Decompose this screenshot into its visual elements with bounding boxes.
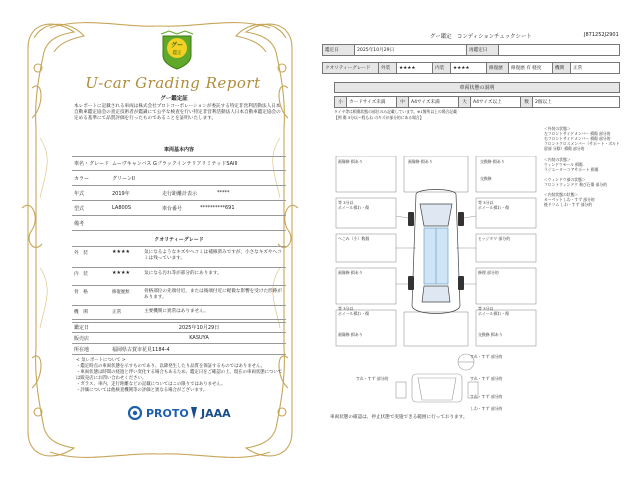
row-value-2: **********691 (200, 205, 235, 211)
row-value: 福岡県古賀市花見1184-4 (112, 346, 170, 353)
sheet-footer-note: 車両状態の確認は、停止状態で実施できる範囲に行っております。 (330, 415, 468, 420)
row-text: 気になる汚れ等が部分的にあります。 (144, 271, 222, 276)
value-cell: ★★★★ (451, 63, 487, 74)
legend-desc: 2個以上 (533, 97, 620, 108)
color-row (72, 171, 286, 186)
note-front-right-panel: 交換修 損あり (480, 159, 505, 164)
row-text: 骨格部位の先端付近、または後端付近に軽微な影響を受けた形跡があります。 (144, 289, 282, 300)
proto-mark-icon (128, 406, 142, 420)
row-text: 主要機関に異常はありません。 (144, 309, 209, 314)
row-label-2: 走行距離計表示 (162, 190, 198, 197)
detail-line: ＜ウィンドウ部の状態＞ (544, 176, 586, 182)
note-item: ・鑑定時点の車両状態を示すものであり、以降発生したり品質を保証するものではありません。 (76, 364, 266, 369)
row-label: 機 関 (74, 310, 88, 315)
row-label: 所在地 (74, 346, 90, 353)
note-right-rear-wheel: 等 3分以 ホイール損わ・傷 (478, 306, 510, 316)
goo-appraisal-badge (159, 30, 195, 70)
quality-grade-table (322, 62, 620, 74)
exterior-row (72, 246, 286, 268)
row-label: 外 装 (74, 251, 88, 256)
grading-certificate (14, 8, 306, 472)
row-label: 備考 (74, 220, 85, 227)
row-label: 鑑定日 (74, 325, 90, 331)
row-text: 気になるようなキズやヘコミは補修済みですが、小さなキズやヘコミは残っています。 (144, 250, 282, 261)
legend-key: 小 (335, 97, 347, 108)
basic-info-heading: 車両基本内容 (163, 147, 194, 153)
legend-example: 【例 傷 3分以～程もね のキズが部分的にある場合】 (334, 115, 424, 120)
star-rating: ★★★★ (112, 249, 130, 255)
legend-desc: A4サイズ未満 (409, 97, 459, 108)
star-rating: ★★★★ (112, 270, 130, 276)
row-value: LA800S (112, 205, 132, 211)
svg-text:グー: グー (170, 42, 184, 49)
row-value-2: ***** (217, 190, 230, 196)
certificate-title: U-car Grading Report (85, 74, 261, 92)
label-cell: 再鑑定日 (467, 45, 499, 56)
row-value: グリーンII (112, 175, 135, 182)
label-cell: 修復歴 (487, 63, 509, 74)
note-right-fender: 交換修 (480, 176, 492, 181)
row-value: 2025年10月29日 (178, 325, 220, 331)
detail-line: 右フロントサイドメンバー 損傷 部分的 (544, 136, 611, 142)
value-cell: 正常 (571, 63, 620, 74)
value-cell: ★★★★ (397, 63, 433, 74)
detail-line: カーペットしわ・すず 部分的 (544, 197, 595, 203)
label-cell: 鑑定日 (323, 45, 355, 56)
proto-logo (128, 406, 189, 420)
legend-key: 大 (459, 97, 471, 108)
condition-check-sheet (322, 30, 620, 432)
note-front-seat: すれ・すず 部分的 (356, 376, 389, 381)
row-label: 販売店 (74, 335, 90, 342)
label-cell: クオリティーグレード (323, 63, 379, 74)
legend-desc: A4サイズ以上 (471, 97, 521, 108)
note-left-rear-wheel: 等 3分以 ホイール損わ・傷 (338, 306, 370, 316)
sheet-title: グー鑑定 コンディションチェックシート (430, 34, 532, 40)
row-label-2: 車台番号 (162, 205, 183, 212)
note-rear-left-panel: 画像修 損あり (338, 332, 363, 337)
detail-line: ウィンドウモール 損傷 (544, 161, 583, 167)
note-item: ・評価については他検査機関等の評価と異なる場合がございます。 (76, 388, 208, 393)
jaaa-logo (190, 406, 231, 420)
row-label: 骨 格 (74, 290, 88, 295)
row-label: 年式 (74, 190, 85, 197)
detail-line: フロントウィンドウ 飛び石傷 部分的 (544, 182, 607, 188)
note-left-door: へこみ（小）数個 (338, 236, 370, 241)
note-item: ・車両状態は時間の経過と伴い変化する場合もあるため、鑑定日をご確認の上、現在の車両状態については販売店にお問い合わせください。 (76, 370, 283, 381)
engine-status: 正常 (112, 310, 122, 315)
legend-key: 中 (397, 97, 409, 108)
notes-title: < 気レポートについて > (76, 358, 126, 363)
legend-heading: 車両状態の説明 (334, 82, 620, 93)
row-label: 車名・グレード (74, 161, 110, 167)
detail-line: 後ドリム しわ・すず 部分的 (544, 202, 593, 208)
damage-detail-list (544, 126, 620, 208)
appraisal-date-row (72, 322, 286, 333)
label-cell: 機関 (553, 63, 571, 74)
row-value: ムーヴキャンバス GブラックインテリアリミテッドSAIII (112, 161, 238, 167)
interior-row (72, 268, 286, 286)
note-rear-seat: すれ・すず 部分的 (470, 394, 503, 399)
detail-line: 左フロントサイドメンバー 損傷 部分的 (544, 131, 611, 137)
label-cell: 外装 (379, 63, 397, 74)
year-row (72, 186, 286, 201)
jaaa-mark-icon (190, 406, 198, 420)
label-cell: 内装 (433, 63, 451, 74)
engine-row (72, 306, 286, 320)
detail-line: ラジエーターコアサポート 損傷 (544, 166, 599, 172)
note-right-front-wheel: 等 3分以 ホイール損わ・傷 (478, 200, 510, 210)
note-rear-right-panel: 交換修 損あり (478, 332, 503, 337)
appraisal-date-table (322, 44, 620, 56)
vehicle-name-row (72, 156, 286, 171)
value-cell: 2025年10月29日 (355, 45, 467, 56)
note-front-left-panel: 画像修 損あり (338, 159, 363, 164)
note-trunk: しわ・すず 部分的 (470, 406, 503, 411)
row-label: 型式 (74, 205, 85, 212)
note-left-rear-door: 画像修 損あり (338, 270, 363, 275)
legend-key: 数 (521, 97, 533, 108)
note-dashboard: すれ・すず 部分的 (470, 354, 503, 359)
proto-wordmark: PROTO (146, 406, 189, 420)
quality-grade-heading: クオリティーグレード (154, 237, 204, 243)
legend-note: タイヤ等は損傷状態の部位のみ記載しています。※1箇所以上の場合記載 (334, 109, 457, 114)
detail-line: ＜内装の状態＞ (544, 156, 571, 162)
certificate-subtitle: グー鑑定証 (160, 96, 188, 102)
damage-size-legend (334, 96, 620, 108)
row-label: カラー (74, 175, 90, 182)
address-row (72, 344, 286, 355)
certificate-description: 本レポートに記載される車両は株式会社プロトコーポレーションが委託する特定非営利活動法人日本自動車鑑定協会の査定技術者が鑑識にて公平な検査を行い特定非営利活動法人日本自動車鑑定協会の定める基準にて品質評価を行ったものであることを証明いたします。 (74, 104, 281, 122)
detail-line: フロントクロスメンバー（サポート・ボルト留部 分除）損傷 部分的 (544, 141, 620, 152)
certificate-notes (76, 358, 286, 394)
repair-history: 修復歴無 (112, 290, 130, 295)
row-value: KASUYA (189, 335, 209, 341)
note-item: ・ガラス、車内、走行距離などの記載についてはこの限りではありません。 (76, 382, 226, 387)
note-right-rear-door: 修理 部分的 (478, 270, 499, 275)
jaaa-wordmark: JAAA (201, 406, 231, 420)
document-id: J871252J2901 (584, 32, 619, 38)
value-cell: 修復歴 有 軽度 (509, 63, 553, 74)
remarks-row (72, 216, 286, 231)
svg-text:鑑定: 鑑定 (172, 51, 182, 56)
row-label: 内 装 (74, 272, 88, 277)
detail-line: ＜内装状態の状態＞ (544, 192, 579, 198)
detail-line: ＜外装の状態＞ (544, 126, 571, 131)
model-row (72, 201, 286, 216)
note-right-door: ヒッジタワ 部分的 (478, 236, 511, 241)
value-cell (499, 45, 620, 56)
note-hood: 画像修 損あり (408, 159, 433, 164)
row-value: 2019年 (112, 190, 130, 197)
legend-desc: カードサイズ未満 (347, 97, 397, 108)
note-front-seat-right: すれ・すず 部分的 (470, 376, 503, 381)
note-left-front-wheel: 等 3分以 ホイール損わ・傷 (338, 200, 370, 210)
frame-row (72, 286, 286, 306)
dealer-row (72, 333, 286, 344)
